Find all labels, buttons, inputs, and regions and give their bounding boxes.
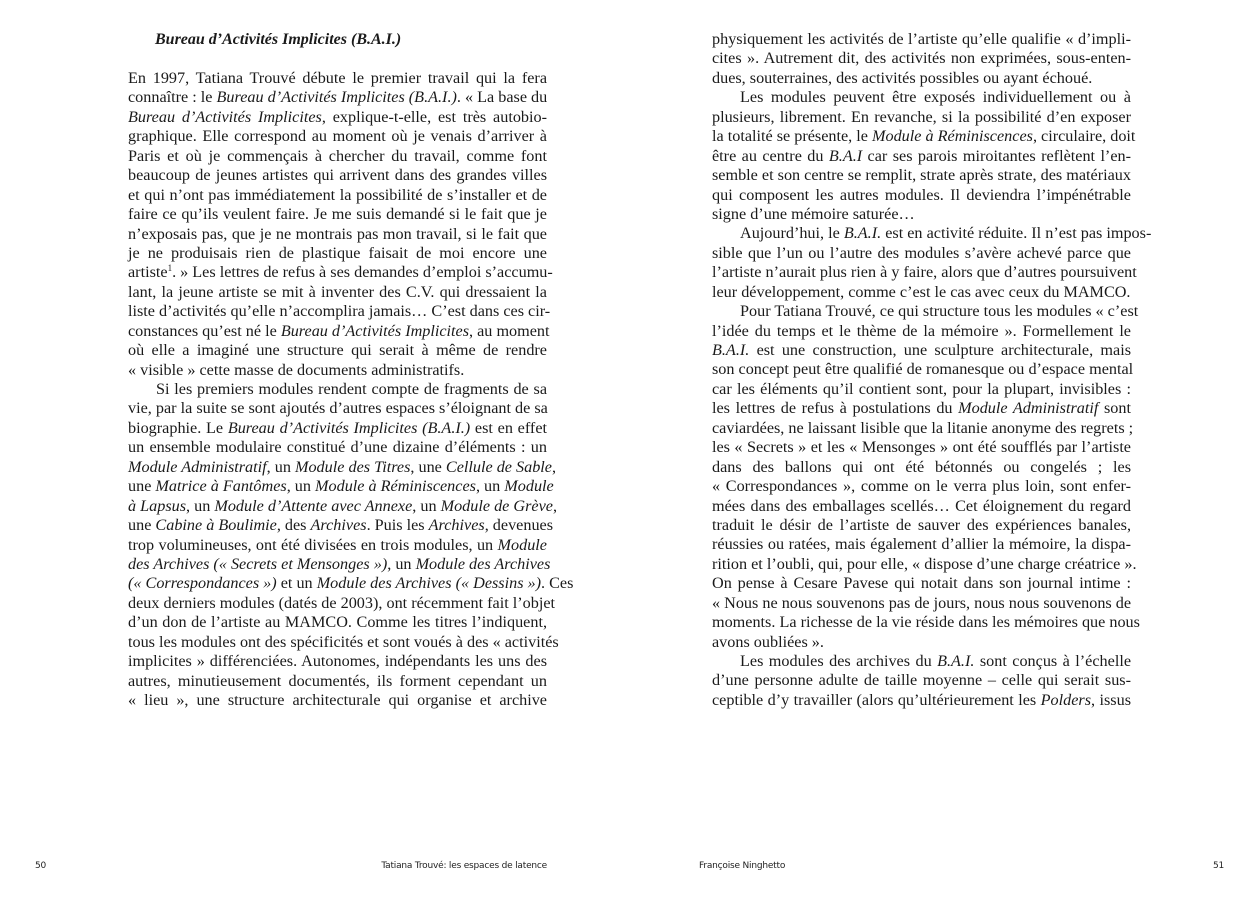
- text-line: [128, 438, 547, 457]
- text-line: [712, 360, 1134, 379]
- text-run: . » Les lettres de refus à ses demandes d’emploi s’accumu-: [172, 263, 553, 282]
- italic-title: B.A.I.: [843, 224, 882, 243]
- text-line: [128, 652, 547, 671]
- text-line: [712, 516, 1131, 535]
- text-run: , un: [412, 496, 441, 515]
- text-run: constances qu’est né le: [128, 321, 281, 340]
- text-run: , des: [276, 516, 311, 535]
- text-line: [128, 147, 547, 166]
- text-run: signe d’une mémoire saturée…: [712, 204, 915, 223]
- text-run: , au moment: [469, 321, 550, 340]
- paragraph: [712, 30, 1131, 88]
- text-run: Les modules des archives du: [740, 652, 938, 670]
- text-run: « Correspondances », comme on le verra plus loin, sont enfer-: [712, 477, 1131, 496]
- text-run: , un: [186, 496, 215, 515]
- text-run: , un: [266, 457, 295, 476]
- text-line: [712, 438, 1131, 457]
- left-text-column: [128, 30, 574, 710]
- page-number-right: 51: [1212, 861, 1224, 871]
- text-line: [712, 633, 1131, 652]
- text-line: [712, 283, 1131, 302]
- text-run: les lettres de refus à postulations du: [712, 399, 959, 418]
- text-line: [712, 574, 1131, 593]
- text-run: sont conçus à l’échelle: [974, 652, 1132, 670]
- text-line: [128, 477, 554, 496]
- text-run: graphique. Elle correspond au moment où je venais d’arriver à: [128, 127, 547, 146]
- text-line: [712, 652, 1131, 671]
- text-run: une: [128, 477, 156, 496]
- paragraph: [712, 88, 1136, 224]
- text-run: liste d’activités qu’elle n’accomplira jamais… C’est dans ces cir-: [128, 302, 551, 321]
- text-run: « lieu », une structure architecturale qui organise et archive: [128, 691, 547, 709]
- text-run: , explique-t-elle, est très autobio-: [321, 107, 547, 126]
- paragraph: [712, 224, 1152, 302]
- text-run: physiquement les activités de l’artiste qu’elle qualifie « d’impli-: [712, 30, 1131, 48]
- text-line: [128, 186, 547, 205]
- italic-title: Module des Archives: [415, 554, 551, 573]
- text-run: , circulaire, doit: [1032, 127, 1136, 146]
- text-line: [128, 108, 547, 127]
- text-line: [128, 399, 547, 418]
- text-run: « visible » cette masse de documents administratifs.: [128, 360, 465, 379]
- italic-title: Module de Grève: [440, 496, 553, 515]
- italic-title: B.A.I: [828, 146, 863, 165]
- text-line: [712, 497, 1131, 516]
- text-run: l’idée du temps et le thème de la mémoire ». Formellement le: [712, 321, 1131, 340]
- text-run: , un: [286, 477, 316, 496]
- text-run: dues, souterraines, des activités possibles ou ayant échoué.: [712, 68, 1093, 87]
- text-run: l’artiste n’aurait plus rien à y faire, alors que d’autres poursuivent: [712, 263, 1137, 282]
- text-line: [128, 613, 547, 632]
- text-line: [128, 574, 574, 593]
- text-line: [128, 419, 547, 438]
- text-line: [128, 283, 547, 302]
- text-line: [128, 263, 553, 282]
- text-run: , devenues: [484, 516, 554, 535]
- text-line: [128, 244, 547, 263]
- text-run: d’un don de l’artiste au MAMCO. Comme les titres l’indiquent,: [128, 613, 547, 632]
- text-line: [128, 225, 547, 244]
- italic-title: B.A.I.: [937, 652, 975, 670]
- text-run: . Puis les: [366, 516, 429, 535]
- text-line: [712, 458, 1131, 477]
- text-run: être au centre du: [712, 146, 829, 165]
- text-run: lant, la jeune artiste se mit à inventer des C.V. qui dressaient la: [128, 282, 547, 301]
- italic-title: Module des Archives (« Dessins »): [316, 574, 542, 593]
- text-run: et un: [276, 574, 317, 593]
- text-line: [128, 380, 547, 399]
- text-run: Les modules peuvent être exposés individuellement ou à: [740, 88, 1131, 107]
- italic-title: à Lapsus: [128, 496, 187, 515]
- text-line: [712, 535, 1131, 554]
- italic-title: Cabine à Boulimie: [155, 516, 277, 535]
- paragraph: [128, 69, 553, 380]
- text-line: [712, 322, 1131, 341]
- text-run: réussies ou ratées, mais également d’allier la mémoire, la dispa-: [712, 535, 1131, 554]
- text-run: qui composent les autres modules. Il deviendra l’impénétrable: [712, 185, 1131, 204]
- text-line: [712, 554, 1137, 574]
- italic-title: Archives: [428, 516, 485, 535]
- text-line: [712, 418, 1134, 438]
- text-run: , un: [387, 554, 416, 573]
- text-run: traduit le désir de l’artiste de sauver des expériences banales,: [712, 515, 1131, 534]
- text-run: les « Secrets » et les « Mensonges » ont été soufflés par l’artiste: [712, 438, 1131, 457]
- text-line: [128, 593, 556, 613]
- text-run: est en effet: [470, 418, 548, 437]
- text-line: [128, 361, 547, 380]
- text-line: [128, 127, 547, 146]
- text-run: Paris et où je commençais à chercher du travail, comme font: [128, 146, 547, 165]
- text-run: tous les modules ont des spécificités et sont voués à des « activités: [128, 632, 559, 651]
- text-line: [712, 127, 1136, 146]
- text-run: je ne produisais rien de plastique faisait de moi encore une: [128, 243, 547, 262]
- text-run: vie, par la suite se sont ajoutés d’autres espaces s’éloignant de sa: [128, 399, 548, 418]
- text-line: [712, 477, 1131, 496]
- text-line: [712, 263, 1137, 282]
- text-run: implicites » différenciées. Autonomes, indépendants les uns des: [128, 652, 547, 671]
- italic-title: des Archives (« Secrets et Mensonges »): [128, 554, 388, 573]
- text-line: [712, 30, 1131, 49]
- text-run: son concept peut être qualifié de romanesque ou d’espace mental: [712, 360, 1134, 379]
- right-page: [629, 0, 1259, 904]
- text-line: [712, 147, 1131, 166]
- text-run: semble et son centre se remplit, strate après strate, des matériaux: [712, 166, 1131, 185]
- text-run: mées dans des emballages scellés… Cet éloignement du regard: [712, 496, 1131, 515]
- text-line: [712, 691, 1131, 710]
- text-run: autres, minutieusement documentés, ils forment cependant un: [128, 671, 547, 690]
- text-run: n’exposais pas, que je ne montrais pas mon travail, si le fait que: [128, 224, 547, 243]
- italic-title: Cellule de Sable: [445, 457, 552, 476]
- text-line: [712, 205, 1131, 224]
- text-run: , issus: [1091, 690, 1131, 709]
- text-line: [712, 69, 1131, 88]
- text-run: cites ». Autrement dit, des activités non exprimées, sous-enten-: [712, 49, 1131, 68]
- text-run: deux derniers modules (datés de 2003), ont récemment fait l’objet: [128, 593, 556, 612]
- text-run: , un: [475, 477, 505, 496]
- running-title: Tatiana Trouvé: les espaces de latence: [381, 861, 547, 871]
- text-run: Pour Tatiana Trouvé, ce qui structure tous les modules « c’est: [740, 302, 1139, 321]
- italic-title: Bureau d’Activités Implicites (B.A.I.): [216, 88, 457, 107]
- text-line: [712, 108, 1131, 127]
- text-run: faire ce qu’ils veulent faire. Je me suis demandé si le fait que je: [128, 205, 547, 224]
- italic-title: Bureau d’Activités Implicites (B.A.I.): [227, 418, 471, 437]
- text-run: caviardées, ne laissant lisible que la litanie anonyme des regrets ;: [712, 418, 1134, 437]
- italic-title: Module à Réminiscences: [872, 127, 1033, 146]
- text-line: [712, 186, 1131, 205]
- italic-title: (« Correspondances »): [128, 574, 277, 593]
- italic-title: Module: [504, 477, 554, 496]
- text-run: dans des ballons qui ont été bétonnés ou congelés ; les: [712, 457, 1131, 476]
- text-line: [128, 205, 547, 224]
- text-run: ,: [552, 496, 558, 515]
- italic-title: Matrice à Fantômes: [155, 477, 287, 496]
- italic-title: Bureau d’Activités Implicites: [128, 107, 322, 126]
- text-line: [712, 613, 1140, 632]
- text-run: et qui n’ont pas immédiatement la possibilité de s’installer et de: [128, 185, 547, 204]
- text-line: [712, 380, 1131, 399]
- text-run: , une: [410, 457, 446, 476]
- text-run: est en activité réduite. Il n’est pas impos-: [881, 224, 1152, 243]
- text-line: [712, 49, 1131, 68]
- italic-title: Archives: [310, 516, 367, 535]
- text-line: [128, 496, 558, 516]
- text-run: une: [128, 516, 156, 535]
- text-run: artiste: [128, 263, 168, 282]
- text-run: ceptible d’y travailler (alors qu’ultérieurement les: [712, 690, 1041, 709]
- right-body: [712, 30, 1152, 710]
- left-body: [128, 69, 574, 710]
- left-page: [0, 0, 629, 904]
- text-run: est une construction, une sculpture architecturale, mais: [749, 341, 1131, 359]
- text-line: [712, 302, 1139, 321]
- page-number-left: 50: [35, 861, 47, 871]
- text-run: sible que l’un ou l’autre des modules s’avère achevé parce que: [712, 243, 1131, 262]
- text-run: d’une personne adulte de taille moyenne – celle qui serait sus-: [712, 671, 1131, 690]
- text-run: un ensemble modulaire constitué d’une dizaine d’éléments : un: [128, 438, 547, 457]
- text-run: car ses parois miroitantes reflètent l’en-: [862, 146, 1131, 165]
- text-line: [712, 224, 1152, 243]
- text-line: [128, 457, 557, 477]
- italic-title: B.A.I.: [712, 341, 750, 359]
- text-run: avons oubliées ».: [712, 632, 824, 651]
- italic-title: Module des Titres: [294, 457, 411, 476]
- running-author: Françoise Ninghetto: [699, 861, 786, 871]
- text-run: plusieurs, librement. En revanche, si la possibilité d’en exposer: [712, 107, 1131, 126]
- text-run: ,: [552, 457, 557, 476]
- text-run: biographie. Le: [128, 418, 228, 437]
- paragraph: [712, 302, 1140, 652]
- italic-title: Module Administratif: [958, 399, 1099, 418]
- text-line: [712, 244, 1131, 263]
- text-run: trop volumineuses, ont été divisées en trois modules, un: [128, 535, 498, 554]
- text-run: . Ces: [541, 574, 574, 593]
- text-run: connaître : le: [128, 88, 217, 107]
- text-run: la totalité se présente, le: [712, 127, 873, 146]
- text-line: [712, 671, 1131, 690]
- italic-title: Polders: [1040, 690, 1092, 709]
- text-line: [712, 399, 1131, 418]
- text-run: leur développement, comme c’est le cas avec ceux du MAMCO.: [712, 282, 1131, 301]
- text-line: [712, 594, 1131, 613]
- italic-title: Module d’Attente avec Annexe: [214, 496, 413, 515]
- text-run: Aujourd’hui, le: [740, 224, 844, 243]
- italic-title: Module à Réminiscences: [315, 477, 476, 496]
- text-line: [712, 166, 1131, 185]
- text-line: [128, 166, 547, 185]
- text-line: [712, 341, 1131, 360]
- text-line: [128, 691, 547, 710]
- paragraph: [128, 380, 574, 710]
- text-run: On pense à Cesare Pavese qui notait dans son journal intime :: [712, 574, 1131, 593]
- text-run: . « La base du: [456, 88, 548, 107]
- text-line: [128, 632, 559, 652]
- text-run: En 1997, Tatiana Trouvé débute le premier travail qui la fera: [128, 69, 547, 87]
- italic-title: Module: [497, 535, 547, 554]
- text-line: [128, 88, 547, 107]
- text-line: [128, 516, 554, 535]
- italic-title: Bureau d’Activités Implicites: [280, 321, 470, 340]
- text-run: « Nous ne nous souvenons pas de jours, nous nous souvenons de: [712, 593, 1132, 612]
- paragraph: [712, 652, 1131, 710]
- text-line: [128, 672, 547, 691]
- text-run: sont: [1098, 399, 1131, 418]
- right-text-column: [712, 30, 1152, 710]
- text-run: moments. La richesse de la vie réside dans les mémoires que nous: [712, 613, 1140, 632]
- text-line: [128, 341, 547, 360]
- footnote-ref: 1: [167, 263, 173, 274]
- text-line: [128, 69, 547, 88]
- text-run: car les éléments qu’il contient sont, pour la plupart, invisibles :: [712, 379, 1131, 398]
- text-run: beaucoup de jeunes artistes qui arrivent dans des grandes villes: [128, 166, 547, 185]
- italic-title: Module Administratif: [128, 457, 267, 476]
- text-line: [128, 536, 547, 555]
- text-run: où elle a imaginé une structure qui serait à même de rendre: [128, 341, 547, 360]
- text-line: [128, 321, 550, 341]
- text-run: rition et l’oubli, qui, pour elle, « dispose d’une charge créatrice ».: [712, 554, 1137, 573]
- text-run: Si les premiers modules rendent compte de fragments de sa: [156, 380, 547, 398]
- text-line: [712, 88, 1131, 107]
- text-line: [128, 302, 551, 321]
- section-heading: Bureau d’Activités Implicites (B.A.I.): [155, 31, 402, 48]
- text-line: [128, 554, 551, 574]
